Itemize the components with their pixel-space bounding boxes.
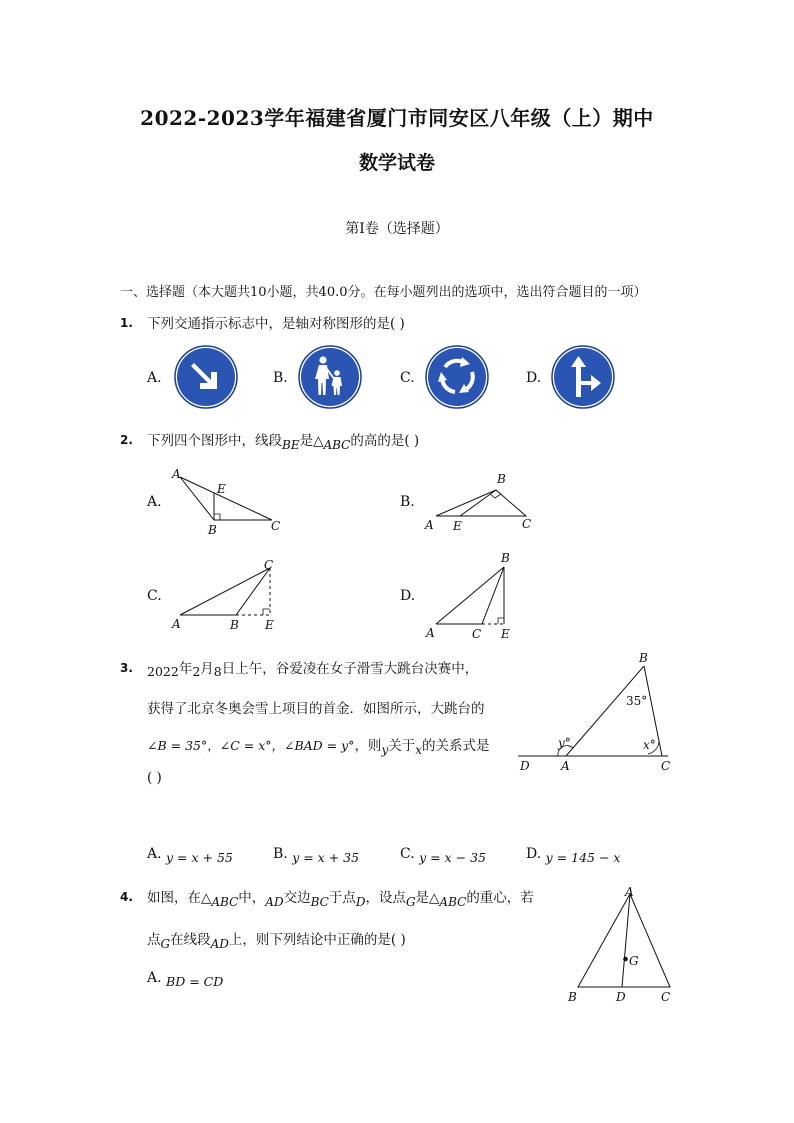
q2d-label-b: B	[501, 551, 510, 565]
q3-option-a-expr: y = x + 55	[166, 850, 233, 865]
q3-option-c[interactable]	[400, 846, 486, 865]
q3-var-y: y	[381, 743, 389, 757]
q1-option-b-label[interactable]: B.	[273, 370, 288, 386]
q2-figure-d	[420, 548, 550, 643]
question-3-number: 3.	[120, 661, 133, 675]
exam-title: 2022-2023学年福建省厦门市同安区八年级（上）期中	[140, 106, 654, 130]
q4-triangle-abc: ABC	[211, 895, 239, 909]
q4-segment-ad-2: AD	[210, 937, 229, 951]
q3-label-angle-b: 35°	[626, 694, 648, 708]
q2b-label-a: A	[425, 518, 434, 532]
q3-label-a: A	[561, 759, 570, 773]
q3-option-b-label: B.	[273, 846, 288, 862]
q4-text-i: 在线段	[170, 932, 211, 948]
q4-point-d: D	[355, 895, 366, 909]
q3-figure	[512, 650, 682, 780]
volume-heading: 第Ⅰ卷（选择题）	[345, 221, 449, 237]
question-4-number: 4.	[120, 890, 133, 904]
q3-day: 8	[213, 664, 222, 679]
q3-option-c-expr: y = x − 35	[419, 850, 486, 865]
q2-figure-a	[166, 462, 296, 542]
q3-var-x: x	[415, 743, 422, 757]
q4-text-c: 交边	[283, 890, 311, 906]
q3-month: 2	[192, 664, 201, 679]
q3-label-y: y°	[558, 736, 571, 750]
question-3-line-1	[147, 657, 478, 677]
q1-option-d-label[interactable]: D.	[526, 370, 542, 386]
q4-option-a[interactable]	[147, 970, 224, 989]
q1-option-a-label[interactable]: A.	[147, 370, 162, 386]
question-2-text	[147, 429, 420, 452]
question-1-number: 1.	[120, 316, 133, 330]
q4-text-a: 如图，在△	[147, 890, 212, 906]
q2d-label-c: C	[472, 627, 482, 641]
q2-text-pre: 下列四个图形中，线段	[147, 433, 282, 449]
q1-option-c-label[interactable]: C.	[400, 370, 415, 386]
q2c-label-c: C	[264, 558, 274, 572]
q2-figure-c	[166, 556, 296, 636]
q2d-label-e: E	[501, 627, 510, 641]
q3-text-then: ，则	[354, 738, 382, 754]
q2-triangle-abc: ABC	[323, 438, 351, 452]
q3-option-a-label: A.	[147, 846, 162, 862]
q2-option-a-label[interactable]: A.	[147, 494, 162, 510]
q4-text-d: 于点	[328, 890, 356, 906]
q3-year: 2022	[147, 664, 179, 679]
q2-option-b-label[interactable]: B.	[400, 494, 415, 510]
question-4-line-2	[147, 928, 406, 951]
q4-segment-ad: AD	[265, 895, 284, 909]
q2c-label-e: E	[265, 618, 274, 632]
straight-or-right-sign-icon	[551, 345, 615, 409]
q3-year-suffix: 年	[178, 661, 193, 677]
question-3-line-3	[147, 734, 490, 757]
q3-angle-expression: ∠B = 35°，∠C = x°，∠BAD = y°	[147, 738, 355, 753]
q2b-label-e: E	[453, 519, 462, 533]
arrow-down-right-sign-icon	[174, 345, 238, 409]
q2-text-mid: 是△	[299, 433, 324, 449]
q2a-label-a: A	[172, 467, 181, 481]
section-heading: 一、选择题（本大题共10小题，共40.0分。在每小题列出的选项中，选出符合题目的一项）	[120, 285, 647, 300]
q4-text-j: 上，则下列结论中正确的是( )	[228, 932, 406, 948]
q3-option-d-label: D.	[526, 846, 542, 862]
question-2-number: 2.	[120, 433, 133, 447]
q3-label-b: B	[639, 651, 648, 665]
q4-label-g: G	[629, 954, 639, 968]
q2-figure-b	[420, 468, 550, 538]
q2a-label-b: B	[208, 523, 217, 537]
q3-option-a[interactable]	[147, 846, 233, 865]
q4-segment-bc: BC	[310, 895, 329, 909]
q2a-label-c: C	[271, 519, 281, 533]
q4-point-g-2: G	[160, 937, 171, 951]
q2c-label-a: A	[172, 617, 181, 631]
q2c-label-b: B	[230, 618, 239, 632]
q4-triangle-abc-2: ABC	[439, 895, 467, 909]
q4-text-h: 点	[147, 932, 161, 948]
q3-option-b[interactable]	[273, 846, 360, 865]
q3-option-d-expr: y = 145 − x	[545, 850, 621, 865]
q4-text-g: 的重心，若	[466, 890, 534, 906]
q4-point-g: G	[405, 895, 416, 909]
q4-label-d: D	[616, 990, 626, 1004]
q4-text-e: ，设点	[365, 890, 406, 906]
q3-text-about: 关于	[388, 738, 416, 754]
q3-option-c-label: C.	[400, 846, 415, 862]
q2-segment-be: BE	[282, 438, 300, 452]
question-3-bracket: ( )	[147, 770, 162, 786]
q2d-label-a: A	[426, 626, 435, 640]
q3-label-x: x°	[643, 738, 656, 752]
question-1-text: 下列交通指示标志中，是轴对称图形的是( )	[147, 316, 405, 332]
q3-month-suffix: 月	[200, 661, 214, 677]
q2a-label-e: E	[217, 482, 226, 496]
q3-label-d: D	[520, 759, 530, 773]
q4-figure	[560, 880, 690, 1010]
question-4-line-1	[147, 886, 534, 909]
q2-option-c-label[interactable]: C.	[147, 588, 162, 604]
q4-option-a-expr: BD = CD	[166, 974, 224, 989]
q2b-label-c: C	[522, 517, 532, 531]
q4-text-f: 是△	[415, 890, 440, 906]
q2-option-d-label[interactable]: D.	[400, 588, 416, 604]
q4-label-c: C	[661, 990, 671, 1004]
exam-subtitle: 数学试卷	[358, 152, 435, 174]
question-3-line-2: 获得了北京冬奥会雪上项目的首金．如图所示，大跳台的	[147, 701, 485, 717]
q3-option-d[interactable]	[526, 846, 621, 865]
q2-text-post: 的高的是( )	[350, 433, 420, 449]
q4-option-a-label: A.	[147, 970, 162, 986]
q4-text-b: 中，	[238, 890, 266, 906]
pedestrian-sign-icon	[298, 345, 362, 409]
q3-text-relation: 的关系式是	[422, 738, 490, 754]
q4-label-b: B	[568, 990, 577, 1004]
q3-label-c: C	[661, 759, 671, 773]
q4-label-a: A	[625, 885, 634, 899]
q3-line1-rest: 日上午，谷爱凌在女子滑雪大跳台决赛中，	[221, 661, 479, 677]
roundabout-sign-icon	[425, 345, 489, 409]
q3-option-b-expr: y = x + 35	[292, 850, 360, 865]
q2b-label-b: B	[497, 472, 506, 486]
